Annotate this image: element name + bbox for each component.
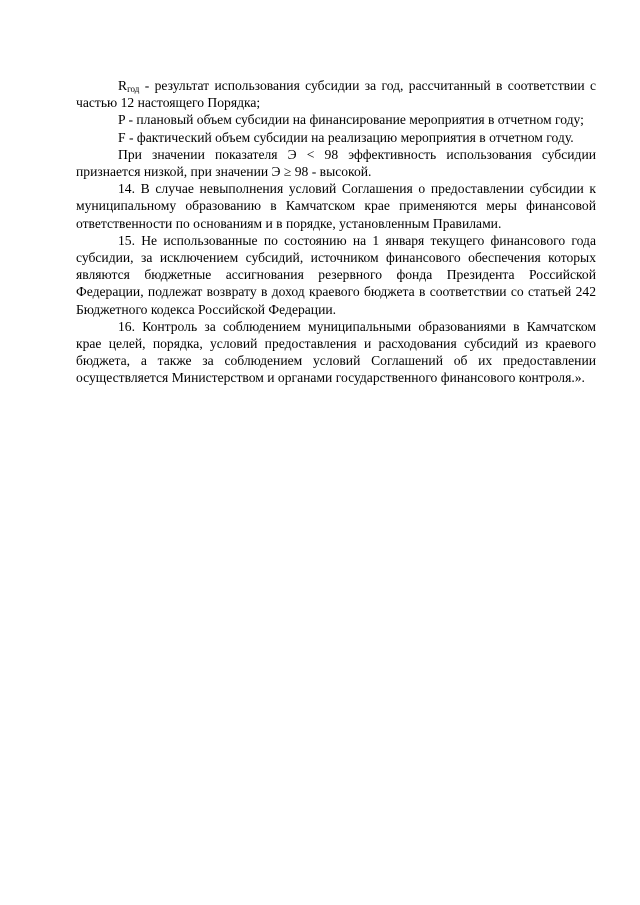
efficiency-threshold-paragraph: При значении показателя Э < 98 эффективность использования субсидии признается низкой, при значении Э ≥ 98 - высокой. xyxy=(76,146,596,180)
clause-14: 14. В случае невыполнения условий Соглашения о предоставлении субсидии к муниципальному образованию в Камчатском крае применяются меры финансовой ответственности по основаниям и в порядке, установленным Правилами. xyxy=(76,181,596,231)
clause-15: 15. Не использованные по состоянию на 1 января текущего финансового года субсидии, за исключением субсидий, источником финансового обеспечения которых являются бюджетные ассигнования резервного фонда Президента Российской Федерации, подлежат возврату в доход краевого бюджета в соответствии со статьей 242 Бюджетного кодекса Российской Федерации. xyxy=(76,232,596,317)
definition-p: P - плановый объем субсидии на финансирование мероприятия в отчетном году; xyxy=(118,112,584,128)
clause-16: 16. Контроль за соблюдением муниципальными образованиями в Камчатском крае целей, порядка, условий предоставления и расходования субсидий из краевого бюджета, а также за соблюдением условий Соглашений об их предоставлении осуществляется Министерством и органами государственного финансового контроля.». xyxy=(76,318,596,386)
definition-f: F - фактический объем субсидии на реализацию мероприятия в отчетном году. xyxy=(118,129,574,145)
symbol-r-subscript: год xyxy=(127,84,140,94)
symbol-r: R xyxy=(118,78,128,93)
document-page xyxy=(76,77,596,387)
definition-r-god xyxy=(76,77,596,111)
definition-r-god-text: - результат использования субсидии за год, рассчитанный в соответствии с частью 12 настоящего Порядка; xyxy=(76,78,596,111)
